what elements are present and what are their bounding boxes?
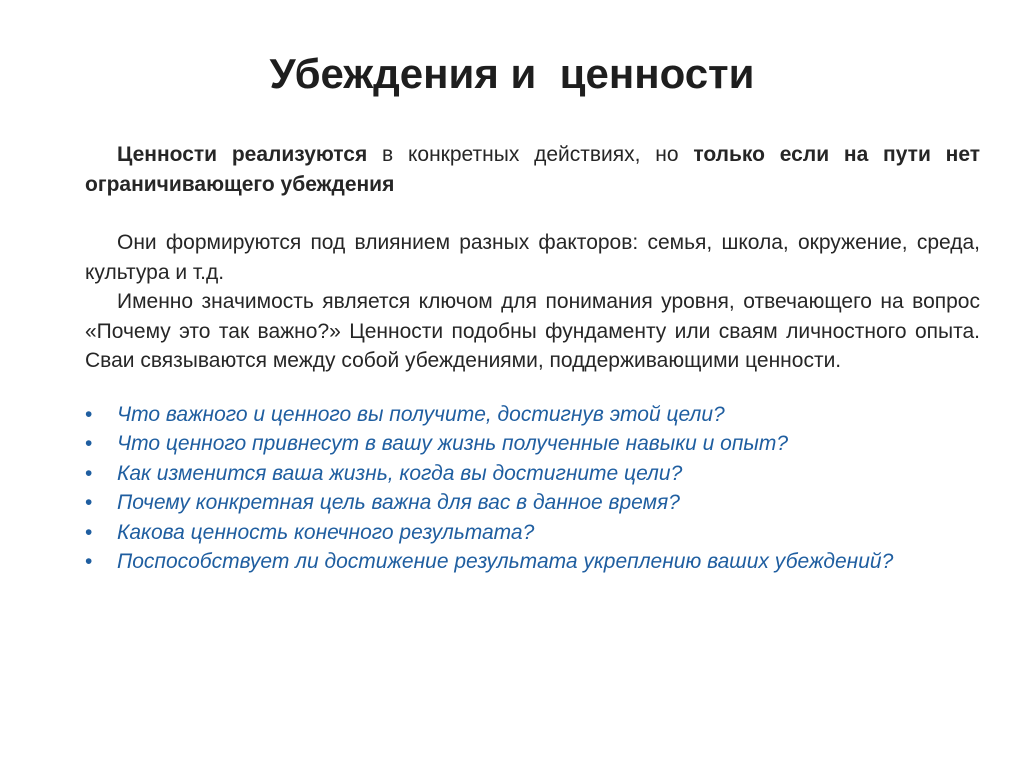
question-list — [85, 400, 980, 577]
bullet-icon: • — [85, 402, 93, 426]
list-item — [85, 429, 980, 459]
list-item — [85, 488, 980, 518]
slide-content — [85, 140, 980, 577]
bullet-icon: • — [85, 550, 93, 573]
paragraph-part: Они формируются под влиянием разных факторов: семья, школа, окружение, среда, культура и т.д. — [85, 231, 980, 284]
slide-title: Убеждения и ценности — [269, 50, 755, 97]
list-item — [85, 400, 980, 430]
list-item — [85, 518, 980, 548]
list-item-text: Как изменится ваша жизнь, когда вы достигните цели? — [117, 461, 683, 485]
bullet-icon: • — [85, 491, 93, 514]
list-item — [85, 547, 980, 577]
paragraph-part: Именно значимость является ключом для понимания уровня, отвечающего на вопрос «Почему это так важно?» Ценности подобны фундаменту или сваям личностного опыта. Сваи связываются между собой убеждениями, поддерживающими ценности. — [85, 290, 980, 372]
paragraph-part: в конкретных действиях, но — [367, 143, 694, 166]
paragraph-significance — [85, 287, 980, 376]
list-item-text: Какова ценность конечного результата? — [117, 520, 535, 544]
paragraph-part: Ценности реализуются — [117, 143, 368, 166]
list-item-text: Почему конкретная цель важна для вас в данное время? — [117, 491, 680, 514]
bullet-icon: • — [85, 432, 93, 455]
paragraph-part: только если на пути нет ограничивающего убеждения — [85, 143, 981, 196]
paragraph-values-realized — [85, 140, 980, 199]
paragraph-formation-factors — [85, 228, 980, 287]
list-item-text: Что ценного привнесут в вашу жизнь полученные навыки и опыт? — [117, 432, 789, 455]
bullet-icon: • — [85, 520, 93, 544]
bullet-icon: • — [85, 461, 93, 485]
list-item-text: Что важного и ценного вы получите, достигнув этой цели? — [117, 402, 725, 426]
list-item — [85, 459, 980, 489]
list-item-text: Поспособствует ли достижение результата укреплению ваших убеждений? — [117, 550, 894, 573]
